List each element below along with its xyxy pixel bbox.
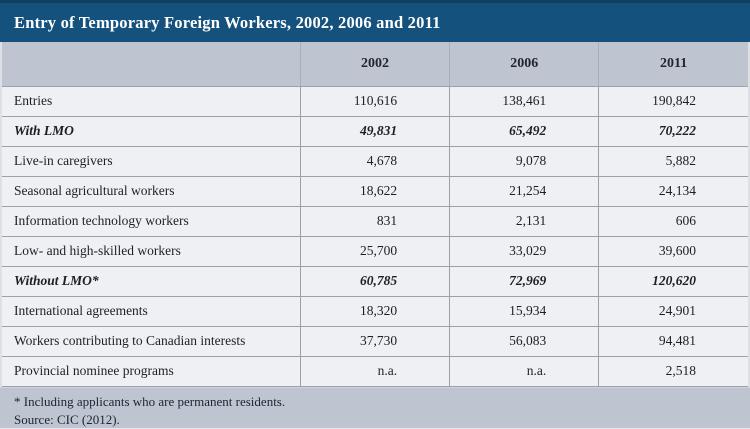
cell-value: 24,901 bbox=[599, 296, 748, 326]
table-row bbox=[2, 266, 748, 296]
header-cell-2011: 2011 bbox=[599, 42, 748, 86]
table-row bbox=[2, 146, 748, 176]
row-label: Seasonal agricultural workers bbox=[2, 176, 300, 206]
cell-value: 15,934 bbox=[450, 296, 599, 326]
cell-value: 190,842 bbox=[599, 86, 748, 116]
table-title: Entry of Temporary Foreign Workers, 2002, 2006 and 2011 bbox=[14, 12, 441, 32]
row-label: Entries bbox=[2, 86, 300, 116]
table-row bbox=[2, 116, 748, 146]
cell-value: 56,083 bbox=[450, 326, 599, 356]
table-row bbox=[2, 236, 748, 266]
row-label: Provincial nominee programs bbox=[2, 356, 300, 386]
row-label: With LMO bbox=[2, 116, 300, 146]
cell-value: 9,078 bbox=[450, 146, 599, 176]
table-footnote bbox=[0, 387, 750, 429]
row-label: Without LMO* bbox=[2, 266, 300, 296]
cell-value: 4,678 bbox=[300, 146, 449, 176]
row-label: International agreements bbox=[2, 296, 300, 326]
header-cell-2002: 2002 bbox=[300, 42, 449, 86]
table-title-bar bbox=[0, 0, 750, 42]
cell-value: 24,134 bbox=[599, 176, 748, 206]
cell-value: 5,882 bbox=[599, 146, 748, 176]
header-cell-blank bbox=[2, 42, 300, 86]
table-row bbox=[2, 296, 748, 326]
cell-value: 2,518 bbox=[599, 356, 748, 386]
cell-value: 138,461 bbox=[450, 86, 599, 116]
cell-value: 18,320 bbox=[300, 296, 449, 326]
table-grid bbox=[0, 42, 750, 387]
cell-value: 831 bbox=[300, 206, 449, 236]
table-row bbox=[2, 176, 748, 206]
cell-value: 94,481 bbox=[599, 326, 748, 356]
cell-value: 606 bbox=[599, 206, 748, 236]
table-row bbox=[2, 206, 748, 236]
cell-value: 25,700 bbox=[300, 236, 449, 266]
cell-value: 60,785 bbox=[300, 266, 449, 296]
header-cell-2006: 2006 bbox=[450, 42, 599, 86]
cell-value: 70,222 bbox=[599, 116, 748, 146]
cell-value: 33,029 bbox=[450, 236, 599, 266]
footnote-asterisk-line: * Including applicants who are permanent residents. bbox=[14, 393, 286, 409]
table-row bbox=[2, 86, 748, 116]
row-label: Live-in caregivers bbox=[2, 146, 300, 176]
cell-value: 72,969 bbox=[450, 266, 599, 296]
footnote-source-line: Source: CIC (2012). bbox=[14, 411, 120, 427]
data-table bbox=[2, 42, 748, 387]
cell-value: 2,131 bbox=[450, 206, 599, 236]
cell-value: 65,492 bbox=[450, 116, 599, 146]
cell-value: 18,622 bbox=[300, 176, 449, 206]
cell-value: 37,730 bbox=[300, 326, 449, 356]
cell-value: n.a. bbox=[450, 356, 599, 386]
cell-value: 110,616 bbox=[300, 86, 449, 116]
row-label: Workers contributing to Canadian interests bbox=[2, 326, 300, 356]
table-row bbox=[2, 356, 748, 386]
cell-value: n.a. bbox=[300, 356, 449, 386]
row-label: Low- and high-skilled workers bbox=[2, 236, 300, 266]
cell-value: 39,600 bbox=[599, 236, 748, 266]
cell-value: 49,831 bbox=[300, 116, 449, 146]
cell-value: 120,620 bbox=[599, 266, 748, 296]
row-label: Information technology workers bbox=[2, 206, 300, 236]
table-row bbox=[2, 326, 748, 356]
header-row bbox=[2, 42, 748, 86]
cell-value: 21,254 bbox=[450, 176, 599, 206]
